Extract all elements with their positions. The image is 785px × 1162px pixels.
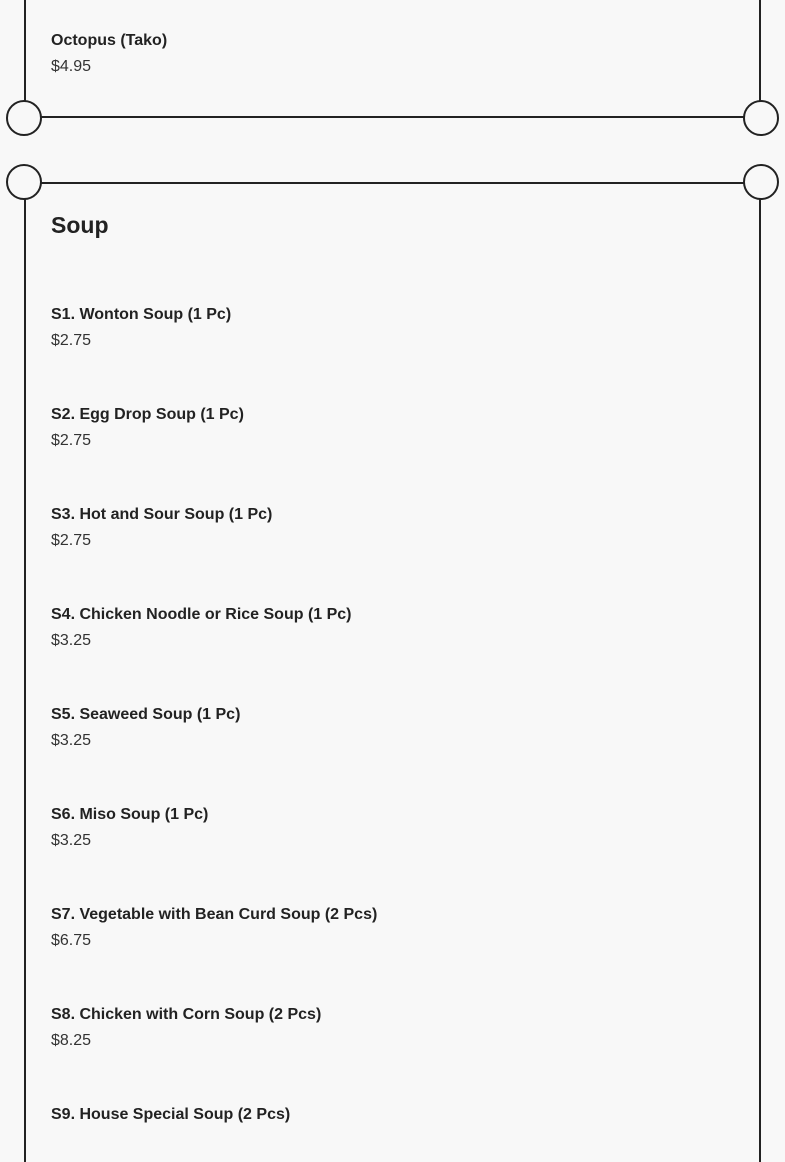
menu-item-price: $2.75 bbox=[51, 332, 92, 349]
menu-section-card-soup bbox=[24, 182, 761, 1162]
menu-item-price: $3.25 bbox=[51, 832, 92, 849]
menu-item[interactable] bbox=[51, 404, 381, 452]
card-corner-notch bbox=[6, 164, 42, 200]
menu-item[interactable] bbox=[51, 304, 381, 352]
menu-item-name: S7. Vegetable with Bean Curd Soup (2 Pcs) bbox=[51, 906, 378, 923]
menu-section-card-previous bbox=[24, 0, 761, 118]
menu-item-name: S4. Chicken Noodle or Rice Soup (1 Pc) bbox=[51, 606, 352, 623]
menu-item-price: $2.75 bbox=[51, 532, 92, 549]
card-corner-notch bbox=[743, 100, 779, 136]
menu-item-name: S3. Hot and Sour Soup (1 Pc) bbox=[51, 506, 273, 523]
section-title: Soup bbox=[51, 212, 109, 238]
menu-item-name: S9. House Special Soup (2 Pcs) bbox=[51, 1106, 291, 1123]
menu-item-price: $4.95 bbox=[51, 58, 92, 75]
menu-item[interactable] bbox=[51, 504, 381, 552]
menu-item-name: S6. Miso Soup (1 Pc) bbox=[51, 806, 209, 823]
menu-item-name: S5. Seaweed Soup (1 Pc) bbox=[51, 706, 241, 723]
menu-item[interactable] bbox=[51, 704, 381, 752]
card-corner-notch bbox=[743, 164, 779, 200]
menu-item-price: $8.25 bbox=[51, 1032, 92, 1049]
menu-item[interactable] bbox=[51, 1004, 381, 1052]
menu-item-name: S1. Wonton Soup (1 Pc) bbox=[51, 306, 232, 323]
menu-item-price: $3.25 bbox=[51, 732, 92, 749]
menu-item[interactable] bbox=[51, 604, 381, 652]
menu-item-price: $2.75 bbox=[51, 432, 92, 449]
menu-item-name: S8. Chicken with Corn Soup (2 Pcs) bbox=[51, 1006, 322, 1023]
menu-item-price: $6.75 bbox=[51, 932, 92, 949]
menu-item[interactable] bbox=[51, 1104, 381, 1130]
menu-item-price: $3.25 bbox=[51, 632, 92, 649]
menu-item-name: Octopus (Tako) bbox=[51, 32, 168, 49]
menu-item[interactable] bbox=[51, 904, 381, 952]
menu-item[interactable] bbox=[51, 30, 381, 78]
menu-item[interactable] bbox=[51, 804, 381, 852]
menu-item-name: S2. Egg Drop Soup (1 Pc) bbox=[51, 406, 244, 423]
card-corner-notch bbox=[6, 100, 42, 136]
